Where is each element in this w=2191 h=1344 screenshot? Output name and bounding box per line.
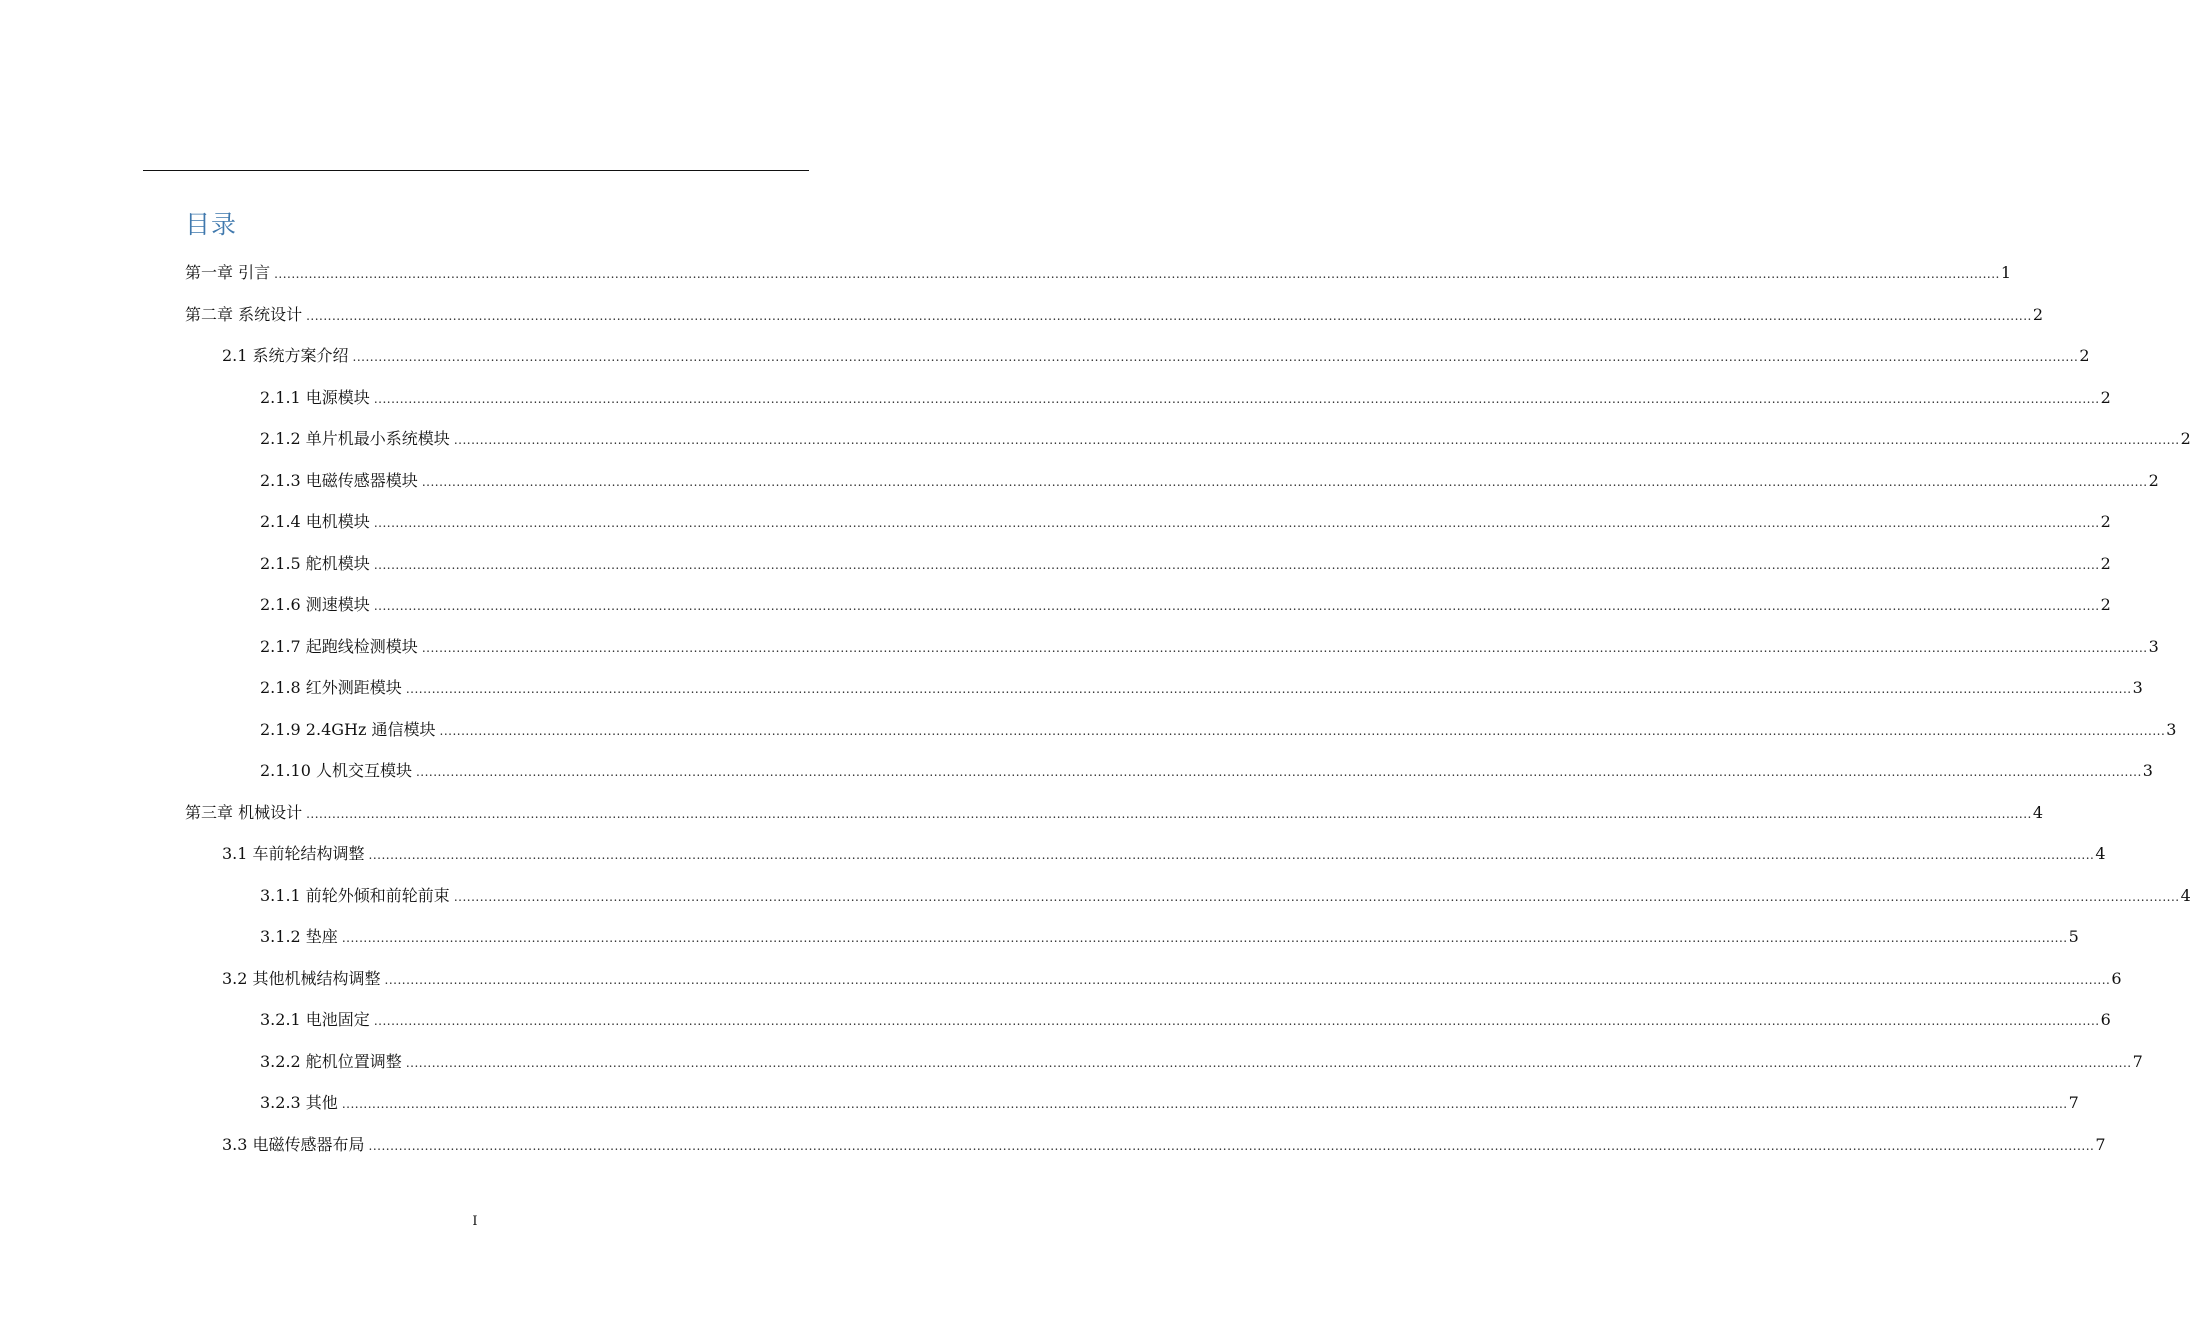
toc-dot-leader: ................................................................................................................................................................................................................................................................................................................................................................................................................ — [373, 557, 2100, 572]
toc-dot-leader: ................................................................................................................................................................................................................................................................................................................................................................................................................ — [439, 723, 2166, 738]
toc-entry-page: 2 — [2100, 595, 2111, 614]
toc-entry-page: 3 — [2132, 678, 2143, 697]
toc-entry[interactable] — [260, 468, 2159, 494]
toc-entry-page: 2 — [2100, 512, 2111, 531]
toc-entry-page: 6 — [2111, 968, 2122, 988]
toc-dot-leader: ................................................................................................................................................................................................................................................................................................................................................................................................................ — [405, 1055, 2132, 1070]
header-rule — [143, 170, 809, 171]
toc-entry-page: 7 — [2068, 1093, 2079, 1112]
toc-entry-page: 7 — [2132, 1051, 2143, 1071]
toc-entry[interactable] — [260, 1049, 2143, 1075]
toc-entry[interactable] — [185, 302, 2044, 328]
toc-entry-label: 3.1 车前轮结构调整 — [222, 844, 365, 863]
toc-dot-leader: ................................................................................................................................................................................................................................................................................................................................................................................................................ — [421, 474, 2148, 489]
toc-dot-leader: ................................................................................................................................................................................................................................................................................................................................................................................................................ — [373, 1014, 2100, 1028]
toc-entry[interactable] — [185, 800, 2044, 826]
toc-entry[interactable] — [222, 343, 2090, 369]
toc-entry-label: 2.1.6 测速模块 — [260, 595, 370, 614]
toc-entry-page: 4 — [2180, 885, 2191, 905]
toc-entry-page: 2 — [2079, 346, 2090, 365]
toc-dot-leader: ................................................................................................................................................................................................................................................................................................................................................................................................................ — [341, 931, 2068, 945]
toc-entry-label: 2.1.3 电磁传感器模块 — [260, 470, 418, 490]
toc-entry[interactable] — [222, 841, 2106, 867]
toc-entry-label: 2.1.8 红外测距模块 — [260, 678, 402, 697]
toc-entry-label: 2.1.4 电机模块 — [260, 512, 370, 531]
toc-dot-leader: ................................................................................................................................................................................................................................................................................................................................................................................................................ — [306, 806, 2032, 821]
toc-entry-label: 2.1.9 2.4GHz 通信模块 — [260, 719, 436, 739]
toc-entry-label: 2.1.10 人机交互模块 — [260, 761, 412, 780]
toc-dot-leader: ................................................................................................................................................................................................................................................................................................................................................................................................................ — [306, 308, 2032, 323]
toc-dot-leader: ................................................................................................................................................................................................................................................................................................................................................................................................................ — [373, 391, 2100, 406]
toc-entry-page: 2 — [2180, 429, 2191, 448]
toc-entry-label: 3.1.1 前轮外倾和前轮前束 — [260, 885, 450, 905]
toc-entry-label: 2.1.5 舵机模块 — [260, 553, 370, 573]
toc-entry-page: 1 — [2000, 263, 2012, 282]
toc-entry[interactable] — [260, 509, 2111, 535]
toc-entry-label: 3.2 其他机械结构调整 — [222, 968, 381, 988]
toc-heading: 目录 — [185, 210, 238, 239]
toc-entry-page: 5 — [2068, 927, 2079, 946]
toc-entry-label: 2.1 系统方案介绍 — [222, 346, 349, 365]
toc-dot-leader: ................................................................................................................................................................................................................................................................................................................................................................................................................ — [421, 640, 2148, 655]
toc-entry-page: 2 — [2100, 387, 2111, 407]
toc-dot-leader: ................................................................................................................................................................................................................................................................................................................................................................................................................ — [352, 350, 2079, 364]
toc-entry-label: 3.1.2 垫座 — [260, 927, 338, 946]
toc-entry-page: 4 — [2032, 802, 2044, 822]
toc-entry-label: 第一章 引言 — [185, 263, 271, 282]
toc-entry-page: 6 — [2100, 1010, 2111, 1029]
toc-entry[interactable] — [260, 1090, 2079, 1116]
toc-entry[interactable] — [260, 717, 2177, 743]
toc-entry[interactable] — [260, 758, 2153, 784]
toc-dot-leader: ................................................................................................................................................................................................................................................................................................................................................................................................................ — [274, 267, 2000, 281]
toc-entry-page: 2 — [2100, 553, 2111, 573]
toc-entry[interactable] — [260, 385, 2111, 411]
toc-dot-leader: ................................................................................................................................................................................................................................................................................................................................................................................................................ — [368, 1138, 2095, 1153]
toc-dot-leader: ................................................................................................................................................................................................................................................................................................................................................................................................................ — [373, 516, 2100, 530]
toc-dot-leader: ................................................................................................................................................................................................................................................................................................................................................................................................................ — [415, 765, 2142, 779]
toc-entry-label: 2.1.2 单片机最小系统模块 — [260, 429, 450, 448]
toc-dot-leader: ................................................................................................................................................................................................................................................................................................................................................................................................................ — [405, 682, 2132, 696]
toc-entry[interactable] — [260, 551, 2111, 577]
toc-entry-page: 3 — [2148, 636, 2159, 656]
toc-entry-page: 2 — [2032, 304, 2044, 324]
toc-entry[interactable] — [260, 426, 2191, 452]
toc-entry[interactable] — [260, 592, 2111, 618]
toc-dot-leader: ................................................................................................................................................................................................................................................................................................................................................................................................................ — [368, 848, 2095, 862]
toc-entry[interactable] — [222, 966, 2122, 992]
toc-entry-label: 3.3 电磁传感器布局 — [222, 1134, 365, 1154]
toc-entry-label: 3.2.3 其他 — [260, 1093, 338, 1112]
toc-entry[interactable] — [260, 924, 2079, 950]
toc-dot-leader: ................................................................................................................................................................................................................................................................................................................................................................................................................ — [453, 433, 2180, 447]
toc-entry-page: 3 — [2142, 761, 2153, 780]
toc-dot-leader: ................................................................................................................................................................................................................................................................................................................................................................................................................ — [384, 972, 2111, 987]
toc-entry[interactable] — [260, 1007, 2111, 1033]
toc-entry-label: 2.1.7 起跑线检测模块 — [260, 636, 418, 656]
toc-entry-label: 3.2.1 电池固定 — [260, 1010, 370, 1029]
toc-dot-leader: ................................................................................................................................................................................................................................................................................................................................................................................................................ — [373, 599, 2100, 613]
toc-entry[interactable] — [260, 883, 2191, 909]
toc-entry[interactable] — [185, 260, 2012, 286]
page-number: I — [472, 1214, 478, 1229]
toc-entry-label: 2.1.1 电源模块 — [260, 387, 370, 407]
toc-dot-leader: ................................................................................................................................................................................................................................................................................................................................................................................................................ — [341, 1097, 2068, 1111]
toc-entry[interactable] — [260, 675, 2143, 701]
toc-entry-label: 第三章 机械设计 — [185, 802, 303, 822]
toc-entry-page: 7 — [2095, 1134, 2106, 1154]
toc-entry-page: 4 — [2095, 844, 2106, 863]
toc-entry-page: 2 — [2148, 470, 2159, 490]
toc-entry[interactable] — [222, 1132, 2106, 1158]
toc-entry[interactable] — [260, 634, 2159, 660]
toc-dot-leader: ................................................................................................................................................................................................................................................................................................................................................................................................................ — [453, 889, 2180, 904]
toc-entry-page: 3 — [2166, 719, 2177, 739]
toc-entry-label: 3.2.2 舵机位置调整 — [260, 1051, 402, 1071]
toc-entry-label: 第二章 系统设计 — [185, 304, 303, 324]
